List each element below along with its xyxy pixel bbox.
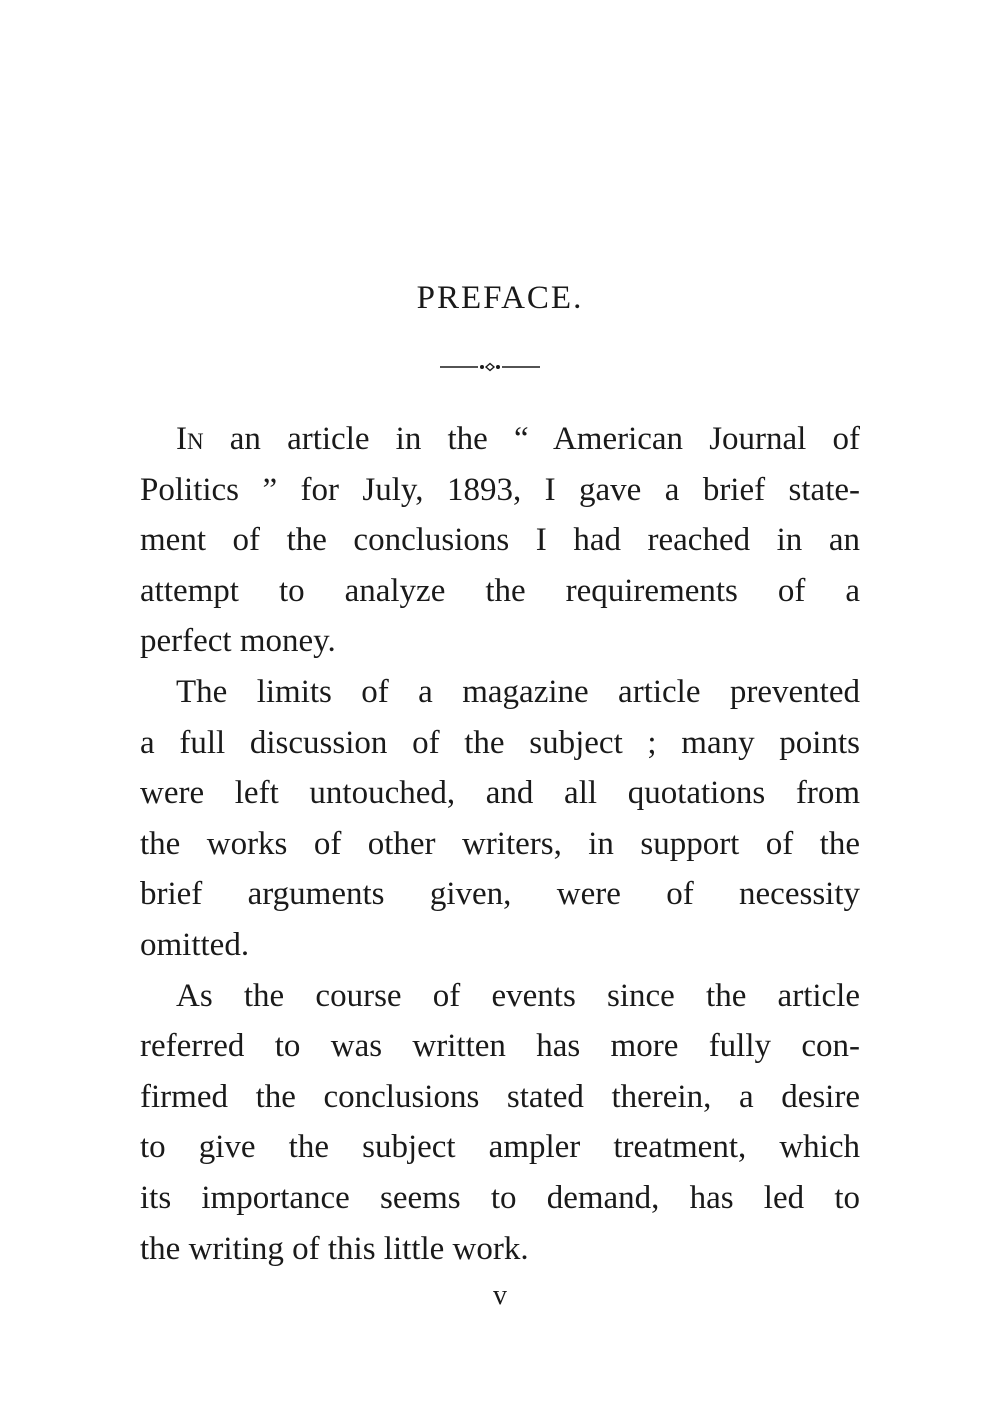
- lead-word: In: [176, 421, 204, 457]
- text-line: were left untouched, and all quotations from: [140, 775, 860, 812]
- paragraph-3: [140, 971, 860, 1275]
- ornament-divider-icon: [440, 360, 540, 374]
- text-line: brief arguments given, were of necessity: [140, 876, 860, 913]
- text-line: to give the subject ampler treatment, which: [140, 1129, 860, 1166]
- text-line: referred to was written has more fully con-: [140, 1028, 860, 1065]
- paragraph-1: [140, 414, 860, 667]
- line-rest: an article in the “ American Journal of: [203, 421, 860, 457]
- text-line: the writing of this little work.: [140, 1230, 529, 1267]
- page-number: v: [493, 1280, 507, 1311]
- text-line: Politics ” for July, 1893, I gave a brief state-: [140, 471, 860, 508]
- text-line: its importance seems to demand, has led to: [140, 1179, 860, 1216]
- text-line: perfect money.: [140, 623, 336, 660]
- text-line: ment of the conclusions I had reached in an: [140, 522, 860, 559]
- page-title: PREFACE.: [416, 280, 584, 316]
- text-line: a full discussion of the subject ; many points: [140, 724, 860, 761]
- text-line: the works of other writers, in support of the: [140, 825, 860, 862]
- text-line: [140, 414, 860, 465]
- paragraph-2: [140, 667, 860, 971]
- text-line: As the course of events since the article: [176, 977, 860, 1014]
- text-line: attempt to analyze the requirements of a: [140, 572, 860, 609]
- text-line: firmed the conclusions stated therein, a desire: [140, 1078, 860, 1115]
- preface-body: [140, 414, 860, 1274]
- text-line: omitted.: [140, 926, 250, 963]
- text-line: The limits of a magazine article prevented: [176, 673, 860, 710]
